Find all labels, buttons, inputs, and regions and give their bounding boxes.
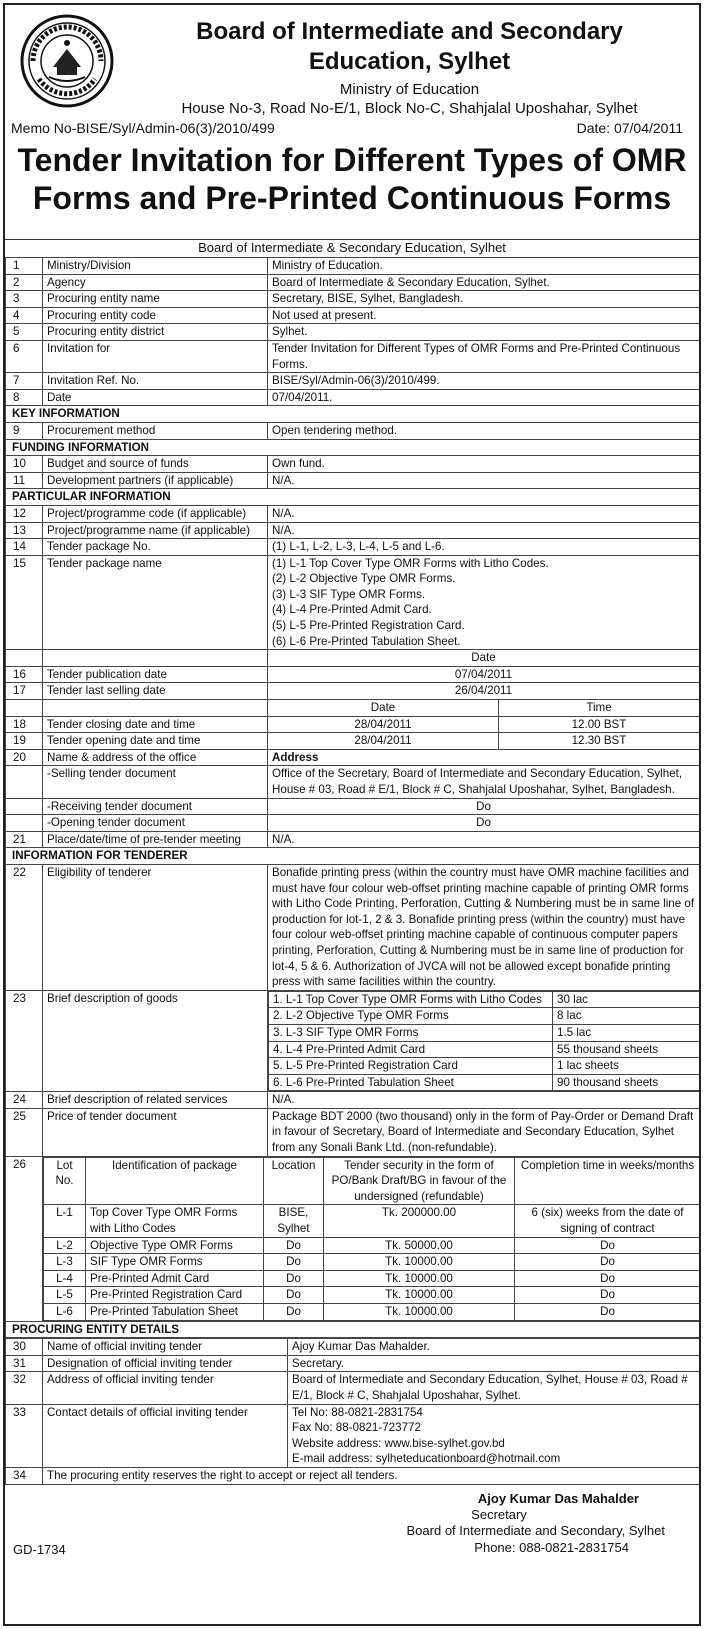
table-row: [6, 324, 700, 341]
package-line: (2) L-2 Objective Type OMR Forms.: [272, 572, 456, 586]
reservation-clause: The procuring entity reserves the right to accept or reject all tenders.: [43, 1467, 700, 1484]
row-label: Invitation Ref. No.: [43, 373, 268, 390]
opening-time: 12.30 BST: [499, 733, 700, 750]
memo-row: [5, 117, 699, 139]
goods-name: 2. L-2 Objective Type OMR Forms: [269, 1008, 553, 1025]
table-row: [6, 539, 700, 556]
package-line: (3) L-3 SIF Type OMR Forms.: [272, 587, 426, 601]
table-row: [6, 472, 700, 489]
signature-block: [5, 1485, 699, 1563]
row-value: N/A.: [268, 472, 700, 489]
completion-header: Completion time in weeks/months: [515, 1157, 701, 1205]
board-subheading: Board of Intermediate & Secondary Education, Sylhet: [5, 239, 699, 257]
signatory-designation: Secretary: [471, 1506, 527, 1522]
lot-number: L-4: [44, 1270, 86, 1287]
table-row: [6, 373, 700, 390]
lot-number: L-3: [44, 1254, 86, 1271]
row-label: Brief description of goods: [43, 990, 268, 1092]
title-line-2: Forms and Pre-Printed Continuous Forms: [32, 180, 672, 216]
row-value: Ministry of Education.: [268, 258, 700, 275]
row-number: 18: [6, 716, 43, 733]
signatory-name: Ajoy Kumar Das Mahalder: [477, 1490, 639, 1506]
lot-identification: Pre-Printed Admit Card: [86, 1270, 264, 1287]
letterhead: [5, 5, 699, 117]
row-label: Price of tender document: [43, 1108, 268, 1156]
goods-row: [269, 991, 701, 1008]
title-line-1: Tender Invitation for Different Types of OMR: [17, 142, 687, 178]
lot-security: Tk. 10000.00: [324, 1254, 515, 1271]
table-row: [6, 1404, 700, 1467]
package-line: (1) L-1 Top Cover Type OMR Forms with Litho Codes.: [272, 556, 549, 570]
row-value: Ajoy Kumar Das Mahalder.: [288, 1339, 700, 1356]
row-value: Do: [268, 798, 700, 815]
lot-location: Do: [264, 1304, 324, 1321]
row-label: -Opening tender document: [43, 815, 268, 832]
row-number: 30: [6, 1339, 43, 1356]
row-value: Secretary.: [288, 1355, 700, 1372]
row-number: 32: [6, 1372, 43, 1404]
lot-security: Tk. 200000.00: [324, 1205, 515, 1237]
signatory-board: Board of Intermediate and Secondary, Sylhet: [406, 1522, 665, 1538]
row-value: N/A.: [268, 1092, 700, 1109]
lots-header-row: [44, 1157, 701, 1205]
goods-row: [269, 1041, 701, 1058]
row-label: Tender opening date and time: [43, 733, 268, 750]
section-particular-information: PARTICULAR INFORMATION: [6, 489, 700, 506]
table-row: [6, 1092, 700, 1109]
lot-completion: Do: [515, 1237, 701, 1254]
row-label: Agency: [43, 274, 268, 291]
row-number: 8: [6, 389, 43, 406]
goods-quantity: 1.5 lac: [553, 1024, 701, 1041]
row-value: BISE/Syl/Admin-06(3)/2010/499.: [268, 373, 700, 390]
section-row: [6, 489, 700, 506]
table-row: [6, 258, 700, 275]
lot-location: Do: [264, 1270, 324, 1287]
table-row: [6, 815, 700, 832]
row-number: 13: [6, 522, 43, 539]
row-number: 24: [6, 1092, 43, 1109]
row-label: Place/date/time of pre-tender meeting: [43, 831, 268, 848]
price-text: Package BDT 2000 (two thousand) only in the form of Pay-Order or Demand Draft in favour of Secretary, Board of Intermediate and Secondary Education, Sylhet from any Sonali Bank Ltd. (non-refundable).: [268, 1108, 700, 1156]
row-number: 26: [6, 1156, 43, 1321]
row-label: Tender closing date and time: [43, 716, 268, 733]
goods-quantity: 8 lac: [553, 1008, 701, 1025]
contact-email: E-mail address: sylheteducationboard@hotmail.com: [292, 1452, 561, 1466]
row-number: 23: [6, 990, 43, 1092]
notice-title: [5, 139, 699, 239]
lot-completion: Do: [515, 1270, 701, 1287]
row-number: 6: [6, 340, 43, 372]
ministry-line: Ministry of Education: [339, 81, 480, 98]
row-value: Not used at present.: [268, 307, 700, 324]
table-row: [6, 650, 700, 667]
row-label: Project/programme code (if applicable): [43, 505, 268, 522]
row-number: 7: [6, 373, 43, 390]
row-label: Contact details of official inviting tender: [43, 1404, 288, 1467]
row-label: Tender package No.: [43, 539, 268, 556]
row-label: Name & address of the office: [43, 749, 268, 766]
table-row: [6, 1108, 700, 1156]
table-row: [6, 749, 700, 766]
lot-security: Tk. 10000.00: [324, 1270, 515, 1287]
row-label: Invitation for: [43, 340, 268, 372]
section-key-information: KEY INFORMATION: [6, 406, 700, 423]
row-number: 10: [6, 456, 43, 473]
lot-location: Do: [264, 1254, 324, 1271]
table-row: [6, 798, 700, 815]
lot-security: Tk. 10000.00: [324, 1287, 515, 1304]
lot-identification: Pre-Printed Registration Card: [86, 1287, 264, 1304]
row-number: 22: [6, 864, 43, 990]
lot-number: L-2: [44, 1237, 86, 1254]
row-number: 2: [6, 274, 43, 291]
table-row: [6, 733, 700, 750]
row-value: N/A.: [268, 522, 700, 539]
table-row: [6, 700, 700, 717]
table-row: [6, 456, 700, 473]
row-label: Designation of official inviting tender: [43, 1355, 288, 1372]
table-row: [6, 1339, 700, 1356]
goods-name: 4. L-4 Pre-Printed Admit Card: [269, 1041, 553, 1058]
row-number: 25: [6, 1108, 43, 1156]
goods-row: [269, 1008, 701, 1025]
section-information-for-tenderer: INFORMATION FOR TENDERER: [6, 848, 700, 865]
goods-row: [269, 1024, 701, 1041]
table-row: [6, 291, 700, 308]
row-label: Tender publication date: [43, 666, 268, 683]
row-value: Board of Intermediate and Secondary Education, Sylhet, House # 03, Road # E/1, Block # C, Shahjalal Uposhahar, Sylhet.: [288, 1372, 700, 1404]
signatory-phone: Phone: 088-0821-2831754: [474, 1539, 629, 1555]
row-label: -Receiving tender document: [43, 798, 268, 815]
lot-header: Lot No.: [44, 1157, 86, 1205]
row-number: 9: [6, 422, 43, 439]
table-row: [6, 716, 700, 733]
row-label: Procuring entity district: [43, 324, 268, 341]
org-line-2: Education, Sylhet: [308, 48, 511, 75]
row-number: 12: [6, 505, 43, 522]
security-header: Tender security in the form of PO/Bank Draft/BG in favour of the undersigned (refundable): [324, 1157, 515, 1205]
row-value: Office of the Secretary, Board of Intermediate and Secondary Education, Sylhet, House # 03, Road # E/1, Block # C, Shahjalal Uposhahar, Sylhet, Bangladesh.: [268, 766, 700, 798]
lot-security: Tk. 10000.00: [324, 1304, 515, 1321]
row-label: Address of official inviting tender: [43, 1372, 288, 1404]
goods-quantity: 30 lac: [553, 991, 701, 1008]
lot-row: [44, 1270, 701, 1287]
goods-row: [269, 1058, 701, 1075]
goods-table: [268, 991, 701, 1092]
lot-completion: Do: [515, 1304, 701, 1321]
location-header: Location: [264, 1157, 324, 1205]
row-number: 11: [6, 472, 43, 489]
row-label: Budget and source of funds: [43, 456, 268, 473]
lot-completion: Do: [515, 1287, 701, 1304]
table-row: [6, 340, 700, 372]
row-value: N/A.: [268, 505, 700, 522]
closing-date: 28/04/2011: [268, 716, 499, 733]
table-row: [6, 522, 700, 539]
row-value: Sylhet.: [268, 324, 700, 341]
row-label: Procuring entity name: [43, 291, 268, 308]
row-value: 07/04/2011.: [268, 389, 700, 406]
lot-row: [44, 1304, 701, 1321]
section-row: [6, 439, 700, 456]
goods-name: 1. L-1 Top Cover Type OMR Forms with Litho Codes: [269, 991, 553, 1008]
row-value: N/A.: [268, 831, 700, 848]
lot-row: [44, 1237, 701, 1254]
goods-name: 3. L-3 SIF Type OMR Forms: [269, 1024, 553, 1041]
table-row: [6, 1467, 700, 1484]
row-number: 14: [6, 539, 43, 556]
table-row: [6, 505, 700, 522]
section-row: [6, 1321, 700, 1338]
row-value: Board of Intermediate & Secondary Education, Sylhet.: [268, 274, 700, 291]
table-row: [6, 389, 700, 406]
contact-fax: Fax No: 88-0821-723772: [292, 1421, 421, 1435]
row-number: 33: [6, 1404, 43, 1467]
row-label: Procuring entity code: [43, 307, 268, 324]
lot-location: Do: [264, 1237, 324, 1254]
row-number: 21: [6, 831, 43, 848]
lot-identification: Objective Type OMR Forms: [86, 1237, 264, 1254]
section-funding-information: FUNDING INFORMATION: [6, 439, 700, 456]
gd-code: GD-1734: [13, 1541, 66, 1557]
lot-identification: Top Cover Type OMR Forms with Litho Codes: [86, 1205, 264, 1237]
table-row: [6, 683, 700, 700]
table-row: [6, 1156, 700, 1321]
row-value: (1) L-1, L-2, L-3, L-4, L-5 and L-6.: [268, 539, 700, 556]
row-number: 31: [6, 1355, 43, 1372]
goods-quantity: 55 thousand sheets: [553, 1041, 701, 1058]
procuring-table: [5, 1338, 700, 1484]
lot-completion: 6 (six) weeks from the date of signing of contract: [515, 1205, 701, 1237]
table-row: [6, 307, 700, 324]
memo-number: Memo No-BISE/Syl/Admin-06(3)/2010/499: [11, 120, 275, 136]
row-value: 07/04/2011: [268, 666, 700, 683]
address-line: House No-3, Road No-E/1, Block No-C, Shahjalal Uposhahar, Sylhet: [181, 100, 638, 117]
goods-name: 6. L-6 Pre-Printed Tabulation Sheet: [269, 1074, 553, 1091]
package-name-list: [268, 555, 700, 650]
section-row: [6, 848, 700, 865]
goods-quantity: 1 lac sheets: [553, 1058, 701, 1075]
table-row: [6, 555, 700, 650]
lot-row: [44, 1254, 701, 1271]
row-label: Brief description of related services: [43, 1092, 268, 1109]
table-row: [6, 864, 700, 990]
table-row: [6, 1372, 700, 1404]
row-value: Open tendering method.: [268, 422, 700, 439]
row-number: 19: [6, 733, 43, 750]
row-value: Own fund.: [268, 456, 700, 473]
lot-security: Tk. 50000.00: [324, 1237, 515, 1254]
lots-cell: [43, 1156, 700, 1321]
opening-date: 28/04/2011: [268, 733, 499, 750]
row-value: 26/04/2011: [268, 683, 700, 700]
package-line: (4) L-4 Pre-Printed Admit Card.: [272, 603, 432, 617]
tender-notice-page: [3, 3, 701, 1626]
organization-name: [120, 17, 699, 77]
lot-row: [44, 1287, 701, 1304]
row-number: 1: [6, 258, 43, 275]
row-value: Secretary, BISE, Sylhet, Bangladesh.: [268, 291, 700, 308]
section-procuring-entity: PROCURING ENTITY DETAILS: [6, 1321, 700, 1338]
row-value: Tender Invitation for Different Types of OMR Forms and Pre-Printed Continuous Forms.: [268, 340, 700, 372]
identification-header: Identification of package: [86, 1157, 264, 1205]
row-number: 20: [6, 749, 43, 766]
lot-completion: Do: [515, 1254, 701, 1271]
table-row: [6, 422, 700, 439]
address-heading: Address: [268, 749, 700, 766]
table-row: [6, 766, 700, 798]
lot-row: [44, 1205, 701, 1237]
lots-table: [43, 1157, 701, 1321]
row-number: 15: [6, 555, 43, 650]
row-label: Name of official inviting tender: [43, 1339, 288, 1356]
lot-identification: SIF Type OMR Forms: [86, 1254, 264, 1271]
table-row: [6, 1355, 700, 1372]
row-label: Procurement method: [43, 422, 268, 439]
contact-details: [288, 1404, 700, 1467]
date-heading: Date: [268, 700, 499, 717]
lot-identification: Pre-Printed Tabulation Sheet: [86, 1304, 264, 1321]
row-number: 5: [6, 324, 43, 341]
eligibility-text: Bonafide printing press (within the country must have OMR machine facilities and must have four colour web-offset printing machine capable of printing OMR forms with Litho Code Printing, Perforation, Cutting & Numbering must be in same line of production for lot-1, 2 & 3. Bonafide printing press (within the country) must have four colour web-offset printing machine capable of continuous computer papers printing, Perforation, Cutting & Numbering must be in same line of production for lot-4, 5 & 6. Authorization of JVCA will not be allowed except bonafide printing press with same facilities within the country.: [268, 864, 700, 990]
row-number: 3: [6, 291, 43, 308]
row-label: Eligibility of tenderer: [43, 864, 268, 990]
contact-phone: Tel No: 88-0821-2831754: [292, 1405, 423, 1419]
goods-quantity: 90 thousand sheets: [553, 1074, 701, 1091]
package-line: (5) L-5 Pre-Printed Registration Card.: [272, 619, 465, 633]
row-value: Do: [268, 815, 700, 832]
memo-date: Date: 07/04/2011: [576, 120, 683, 136]
closing-time: 12.00 BST: [499, 716, 700, 733]
row-label: Development partners (if applicable): [43, 472, 268, 489]
row-label: -Selling tender document: [43, 766, 268, 798]
section-row: [6, 406, 700, 423]
table-row: [6, 831, 700, 848]
row-number: 4: [6, 307, 43, 324]
lot-number: L-5: [44, 1287, 86, 1304]
table-row: [6, 666, 700, 683]
row-label: Tender last selling date: [43, 683, 268, 700]
row-number: 34: [6, 1467, 43, 1484]
board-seal-logo: [19, 13, 115, 109]
lot-number: L-6: [44, 1304, 86, 1321]
package-line: (6) L-6 Pre-Printed Tabulation Sheet.: [272, 634, 461, 648]
row-number: 17: [6, 683, 43, 700]
goods-row: [269, 1074, 701, 1091]
row-label: Ministry/Division: [43, 258, 268, 275]
time-heading: Time: [499, 700, 700, 717]
lot-location: Do: [264, 1287, 324, 1304]
date-heading: Date: [268, 650, 700, 667]
org-line-1: Board of Intermediate and Secondary: [196, 18, 623, 45]
row-label: Tender package name: [43, 555, 268, 650]
row-label: Date: [43, 389, 268, 406]
goods-cell: [268, 990, 700, 1092]
lot-number: L-1: [44, 1205, 86, 1237]
goods-name: 5. L-5 Pre-Printed Registration Card: [269, 1058, 553, 1075]
table-row: [6, 990, 700, 1092]
contact-website: Website address: www.bise-sylhet.gov.bd: [292, 1436, 505, 1450]
tender-table: [5, 257, 700, 1338]
row-label: Project/programme name (if applicable): [43, 522, 268, 539]
row-number: 16: [6, 666, 43, 683]
table-row: [6, 274, 700, 291]
lot-location: BISE, Sylhet: [264, 1205, 324, 1237]
